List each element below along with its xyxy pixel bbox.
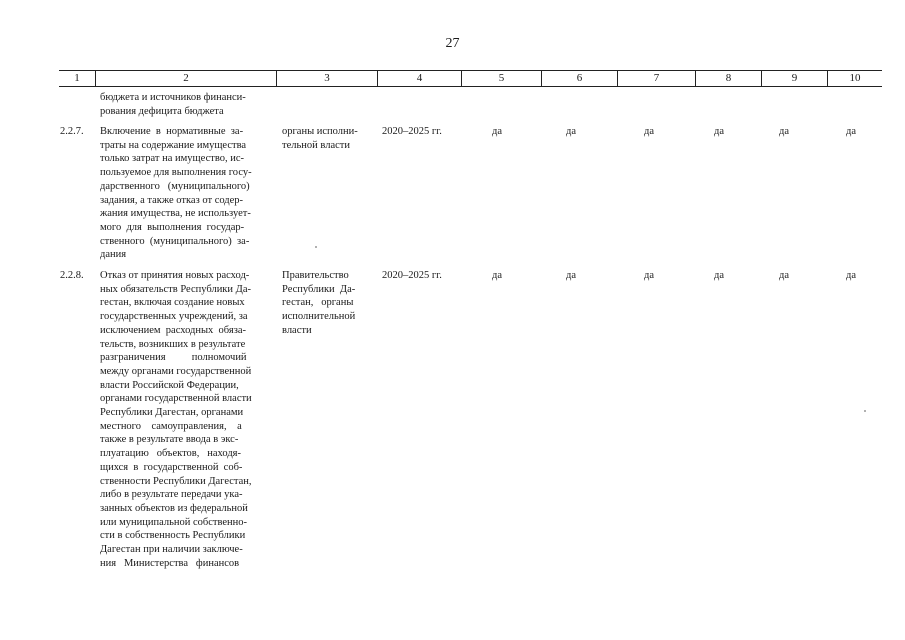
header-col-4: 4 (377, 71, 461, 86)
year-value: да (566, 270, 577, 281)
period: 2020–2025 гг. (382, 126, 442, 137)
executor: Правительство Республики Да- гестан, органы исполнительной власти (282, 270, 356, 336)
executor: органы исполни- тельной власти (282, 126, 358, 151)
year-value: да (492, 270, 503, 281)
header-col-9: 9 (761, 71, 827, 86)
header-col-6: 6 (541, 71, 617, 86)
year-value: да (644, 270, 655, 281)
row-number: 2.2.7. (60, 126, 84, 137)
header-col-3: 3 (276, 71, 377, 86)
header-col-2: 2 (95, 71, 276, 86)
header-col-8: 8 (695, 71, 761, 86)
table-header-row (59, 70, 882, 87)
scan-speck (315, 246, 317, 248)
measure-description: Включение в нормативные за- траты на содержание имущества только затрат на имущество, ис- пользуемое для выполнения госу- дарственного (муниципального) задания, а также отказ от содер- жания имущества, не использует- мого для выполнения государ- ственного (муниципального) за- дания (100, 126, 252, 261)
year-value: да (846, 126, 857, 137)
continued-measure-text: бюджета и источников финанси- рования дефицита бюджета (100, 92, 246, 117)
header-col-1: 1 (74, 72, 80, 84)
header-col-7: 7 (617, 71, 695, 86)
year-value: да (779, 270, 790, 281)
year-value: да (846, 270, 857, 281)
year-value: да (714, 270, 725, 281)
year-value: да (566, 126, 577, 137)
year-value: да (644, 126, 655, 137)
year-value: да (779, 126, 790, 137)
scan-speck (864, 410, 866, 412)
period: 2020–2025 гг. (382, 270, 442, 281)
year-value: да (492, 126, 503, 137)
page-number: 27 (445, 36, 460, 51)
measure-description: Отказ от принятия новых расход- ных обязательств Республики Да- гестан, включая создание новых государственных учреждений, за исключением расходных обяза- тельств, возникших в результате разграничения полномочий между органами государственной власти Российской Федерации, органами государственной власти Республики Дагестан, органами местного самоуправления, а также в результате ввода в экс- плуатацию объектов, находя- щихся в государственной соб- ственности Республики Дагестан, либо в результате передачи ука- занных объектов из федеральной или муниципальной собственно- сти в собственность Республики Дагестан при наличии заключе- ния Министерства финансов (100, 270, 252, 569)
header-col-5: 5 (461, 71, 541, 86)
header-col-10: 10 (827, 71, 882, 86)
year-value: да (714, 126, 725, 137)
row-number: 2.2.8. (60, 270, 84, 281)
